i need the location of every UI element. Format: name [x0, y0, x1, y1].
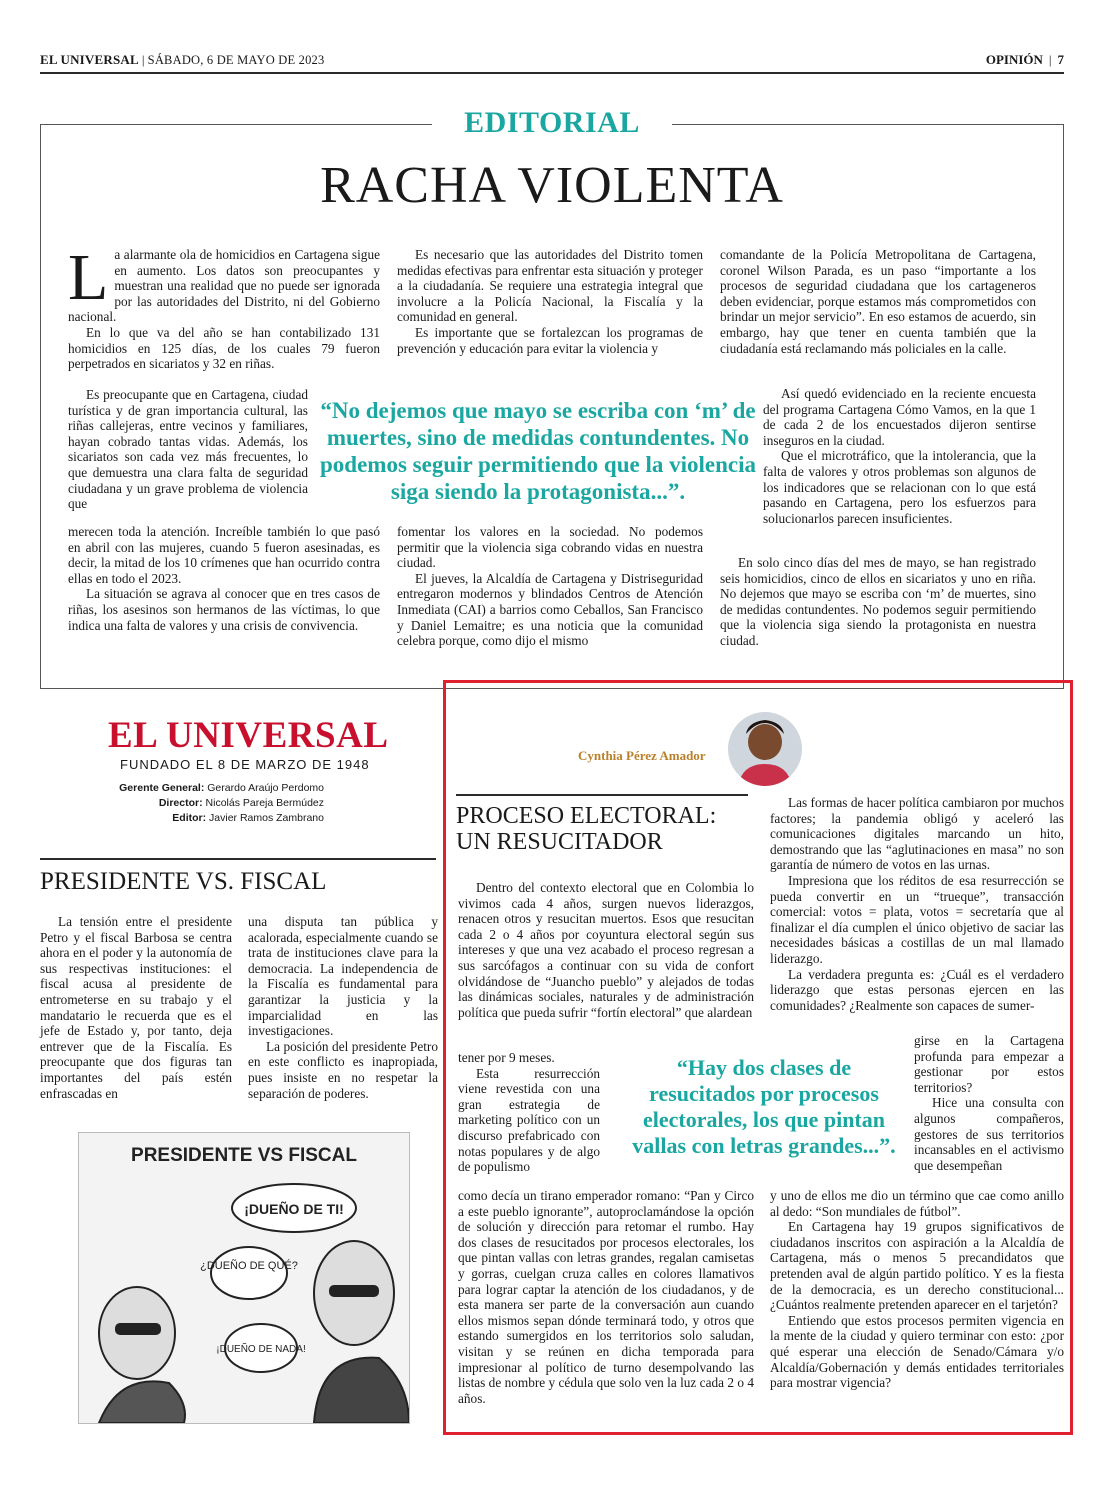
paragraph: y uno de ellos me dio un término que cae como anillo al dedo: “Son mundiales de fútbol”.	[770, 1188, 1064, 1219]
editorial-col1-top	[68, 241, 380, 372]
column-right-top	[770, 795, 1064, 1013]
paragraph: El jueves, la Alcaldía de Cartagena y Distriseguridad entregaron modernos y blindados Centros de Atención Inmediata (CAI) a barrios como Ceballos, San Francisco y Daniel Lemaitre; es una noticia que la comunidad celebra porque, como dijo el mismo	[397, 570, 703, 649]
masthead-staff	[60, 781, 324, 826]
column-pull-quote: “Hay dos clases de resucitados por procesos electorales, los que pintan vallas con letras grandes...”.	[632, 1055, 896, 1158]
presidente-col2	[248, 914, 438, 1101]
paragraph: comandante de la Policía Metropolitana de Cartagena, coronel Wilson Parada, es un paso “importante a los procesos de seguridad ciudadana que los cartageneros deben evidenciar, porque estamos más comprometidos con brindar un mejor servicio”. En eso estamos de acuerdo, sin embargo, hay que tener en cuenta también que la ciudadanía está reclamando más policiales en la calle.	[720, 247, 1036, 356]
paragraph: como decía un tirano emperador romano: “Pan y Circo a este pueblo ignorante”, autoproclamándose la opción de solución y dirección para retomar el rumbo. Hay dos clases de resucitados por procesos electorales, los que pintan vallas con letras grandes, regalan camisetas y gorras, cuelgan cruza calles en colores llamativos para lograr captar la atención de los ciudadanos, y de esta manera ser parte de la conversación aun cuando ellos mismos sepan dónde terminará todo, y otros que estando sumergidos en los territorios solo saludan, visitan y se reúnen en dicha temporada para impresionar al político de turno desempolvando las listas de nombre y cédula que solo ven la luz cada 2 o 4 años.	[458, 1188, 754, 1406]
drop-cap: L	[68, 241, 109, 314]
masthead-logo: EL UNIVERSAL	[108, 715, 389, 756]
column-left-mid	[458, 1050, 600, 1175]
editorial-col2-top	[397, 247, 703, 356]
staff-line: Gerente General: Gerardo Araújo Perdomo	[119, 782, 324, 794]
paragraph: La tensión entre el presidente Petro y el fiscal Barbosa se centra ahora en el poder y la autonomía de sus respectivas instituciones: el fiscal acusa al presidente de entrometerse en su trabajo y el mandatario le recuerda que es el jefe de Estado y, por tanto, deja entrever que de la Fiscalía. Es preocupante que dos figuras tan importantes del país estén enfrascadas en	[40, 914, 232, 1101]
author-portrait-icon	[728, 712, 802, 786]
author-photo	[728, 712, 802, 786]
presidente-rule	[40, 858, 436, 860]
header-rule	[40, 72, 1064, 74]
page-number: 7	[1057, 52, 1064, 67]
svg-text:¿DUEÑO DE QUÉ?	[200, 1259, 298, 1272]
editorial-col3-top	[720, 247, 1036, 356]
page-date: SÁBADO, 6 DE MAYO DE 2023	[147, 53, 325, 67]
column-title-line: PROCESO ELECTORAL:	[456, 803, 717, 829]
page-header-left: EL UNIVERSAL | SÁBADO, 6 DE MAYO DE 2023	[40, 52, 325, 67]
paragraph: Es preocupante que en Cartagena, ciudad turística y de gran importancia cultural, las riñas callejeras, entre vecinos y familiares, hayan cobrado tantas vidas. Además, los sicariatos son cada vez más frecuentes, lo que demuestra una clara falta de seguridad ciudadana y un grave problema de violencia que	[68, 387, 308, 512]
political-cartoon	[78, 1132, 410, 1424]
editorial-col3-bottom	[720, 555, 1036, 649]
paragraph: a alarmante ola de homicidios en Cartagena sigue en aumento. Los datos son preocupantes y muestran una realidad que no puede ser ignorada por las autoridades del Distrito, ni del Gobierno nacional.	[68, 247, 380, 325]
paragraph: girse en la Cartagena profunda para empezar a gestionar por estos territorios?	[914, 1033, 1064, 1095]
column-left-bottom	[458, 1188, 754, 1406]
cartoon-title: PRESIDENTE VS FISCAL	[131, 1145, 357, 1166]
paragraph: Esta resurrección viene revestida con una gran estrategia de marketing político con un discurso prefabricado con notas populares y de algo de populismo	[458, 1065, 600, 1175]
cartoon-bubble-2: ¿DUEÑO DE QUÉ?	[200, 1260, 298, 1272]
column-author: Cynthia Pérez Amador	[578, 748, 706, 763]
paragraph: En solo cinco días del mes de mayo, se han registrado seis homicidios, cinco de ellos en sicariatos y uno en riña. No dejemos que mayo se escriba con ‘m’ de muertes, sino de medidas contundentes. No podemos seguir permitiendo que la violencia siga siendo la protagonista en nuestra ciudad.	[720, 555, 1036, 648]
paragraph: una disputa tan pública y acalorada, especialmente cuando se trata de instituciones clave para la democracia. La independencia de la Fiscalía es fundamental para garantizar la justicia y la imparcialidad en las investigaciones.	[248, 914, 438, 1039]
column-right-bottom	[770, 1188, 1064, 1391]
column-title-line: UN RESUCITADOR	[456, 829, 663, 855]
page-header-right: OPINIÓN | 7	[985, 52, 1064, 67]
paragraph: Impresiona que los réditos de esa resurrección se pueda convertir en un “trueque”, transacción comercial: votos = plata, votos = secretaría que al finalizar el día cumplen el único objetivo de saciar las necesidades básicas a costillas de un mal llamado liderazgo.	[770, 872, 1064, 966]
editorial-title: RACHA VIOLENTA	[320, 157, 784, 214]
paragraph: Que el microtráfico, que la intolerancia, que la falta de valores y otros problemas son algunos de los indicadores que se relacionan con lo que está pasando en Cartagena, pero los esfuerzos para solucionarlos parecen insuficientes.	[763, 448, 1036, 526]
paragraph: Las formas de hacer política cambiaron por muchos factores; la pandemia obligó y aceleró las comunicaciones digitales marcando un hito, demostrando que las “aglutinaciones en masa” no son garantía de número de votos en las urnas.	[770, 795, 1064, 873]
paragraph: merecen toda la atención. Increíble también lo que pasó en abril con las mujeres, cuando 5 fueron asesinadas, es decir, la mitad de los 10 crímenes que han ocurrido contra ellas en todo el 2023.	[68, 524, 380, 586]
paragraph: La verdadera pregunta es: ¿Cuál es el verdadero liderazgo que estas personas ejercen en las comunidades? ¿Realmente son capaces de sumer-	[770, 966, 1064, 1013]
column-left-top	[458, 880, 754, 1020]
masthead-founded: FUNDADO EL 8 DE MARZO DE 1948	[120, 757, 370, 772]
paragraph: La situación se agrava al conocer que en tres casos de riñas, los asesinos son hermanos de las víctimas, lo que indica una falta de valores y una crisis de convivencia.	[68, 586, 380, 633]
editorial-col1-narrow	[68, 387, 308, 512]
staff-line: Editor: Javier Ramos Zambrano	[172, 812, 324, 824]
paragraph: En lo que va del año se han contabilizado 131 homicidios en 125 días, de los cuales 79 fueron perpetrados en sicariatos y 32 en riñas.	[68, 324, 380, 372]
staff-line: Director: Nicolás Pareja Bermúdez	[158, 797, 324, 809]
editorial-col3-narrow	[763, 386, 1036, 526]
paragraph: Entiendo que estos procesos permiten vigencia en la mente de la ciudad y quiero terminar con esto: ¿por qué esperar una elección de Senado/Cámara y/o Alcaldía/Gobernación y demás entidades territoriales para mostrar vigencia?	[770, 1312, 1064, 1391]
paragraph: Hice una consulta con algunos compañeros, gestores de sus territorios incansables en el activismo que desempeñan	[914, 1095, 1064, 1173]
paragraph: fomentar los valores en la sociedad. No podemos permitir que la violencia siga cobrando vidas en nuestra ciudad.	[397, 524, 703, 571]
section-name: OPINIÓN	[985, 52, 1043, 67]
editorial-pull-quote: “No dejemos que mayo se escriba con ‘m’ de muertes, sino de medidas contundentes. No podemos seguir permitiendo que la violencia siga siendo la protagonista...”.	[320, 398, 756, 504]
newspaper-name: EL UNIVERSAL	[40, 52, 139, 67]
paragraph: Dentro del contexto electoral que en Colombia lo vivimos cada 4 años, surgen nuevos liderazgos, renacen otros y resucitan muertos. Esos que resucitan cada 2 o 4 años por coyuntura electoral según sus intereses y que una vez acabado el proceso regresan a sus sarcófagos a continuar con su vida de confort olvidándose de “Juancho pueblo” y alejados de todas las dinámicas sociales, naturales y de administración política que pueda sufrir “fortín electoral” que alardean	[458, 880, 754, 1020]
paragraph: Es importante que se fortalezcan los programas de prevención y educación para evitar la violencia y	[397, 324, 703, 356]
editorial-col2-bottom	[397, 524, 703, 649]
cartoon-bubble-1: ¡DUEÑO DE TI!	[244, 1201, 344, 1217]
editorial-label: EDITORIAL	[432, 106, 672, 140]
paragraph: tener por 9 meses.	[458, 1050, 555, 1065]
paragraph: Así quedó evidenciado en la reciente encuesta del programa Cartagena Cómo Vamos, en la que 1 de cada 2 de los encuestados dijeron sentirse inseguros en la ciudad.	[763, 386, 1036, 448]
paragraph: En Cartagena hay 19 grupos significativos de ciudadanos inscritos con aspiración a la Alcaldía de Cartagena, más o menos 5 precandidatos que pretenden aval de algún partido político. Y es la fiesta de la democracia, es un derecho constitucional... ¿Cuántos realmente pretenden aparecer en el tarjetón?	[770, 1219, 1064, 1313]
column-title	[456, 803, 716, 855]
column-rule	[456, 794, 748, 796]
cartoon-drawing	[79, 1133, 409, 1423]
editorial-col1-bottom	[68, 524, 380, 633]
paragraph: La posición del presidente Petro en este conflicto es inapropiada, pues insiste en no respetar la separación de poderes.	[248, 1038, 438, 1101]
paragraph: Es necesario que las autoridades del Distrito tomen medidas efectivas para enfrentar esta situación y proteger a la ciudadanía. Se requiere una estrategia integral que involucre a la Policía Nacional, la Fiscalía y la comunidad en general.	[397, 247, 703, 325]
presidente-col1	[40, 914, 232, 1101]
column-right-mid	[914, 1033, 1064, 1173]
presidente-title: PRESIDENTE VS. FISCAL	[40, 868, 327, 895]
cartoon-bubble-3: ¡DUEÑO DE NADA!	[216, 1344, 306, 1355]
